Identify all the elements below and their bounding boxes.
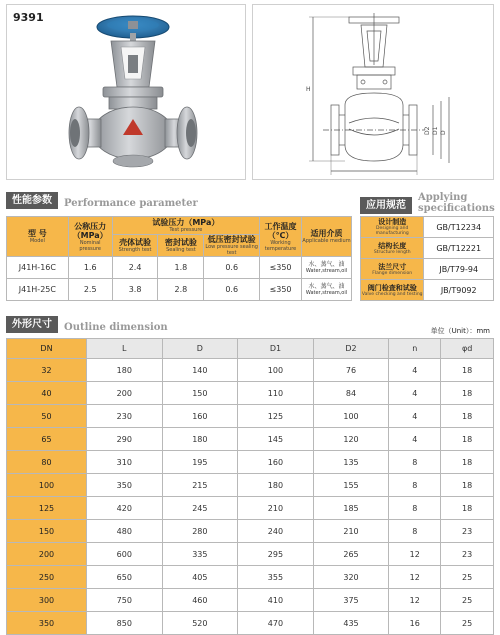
table-row: 阀门检查和试验 Valve checking and testing JB/T9092 [361, 280, 494, 301]
unit-label: 单位（Unit）：mm [430, 327, 490, 335]
specs-tag: 应用规范 [360, 197, 412, 214]
table-row: 80 310 195 160 135 8 18 [7, 451, 494, 474]
table-header-row: DN L D D1 D2 n φd [7, 339, 494, 359]
table-row: 32 180 140 100 76 4 18 [7, 359, 494, 382]
table-row: J41H-25C 2.5 3.8 2.8 0.6 ≤350 水、蒸气、油 Water,stream,oil [7, 279, 352, 301]
label-h: H [306, 86, 311, 93]
performance-tag: 性能参数 [6, 192, 58, 209]
table-row: 350 850 520 470 435 16 25 [7, 612, 494, 635]
table-row: 125 420 245 210 185 8 18 [7, 497, 494, 520]
label-d: D [440, 130, 447, 135]
col-sealing-test: 密封试验 Sealing test [158, 235, 204, 257]
table-row: 300 750 460 410 375 12 25 [7, 589, 494, 612]
dimension-title: Outline dimension [64, 322, 168, 333]
table-row: 100 350 215 180 155 8 18 [7, 474, 494, 497]
dimension-drawing [253, 5, 495, 181]
valve-technical-drawing [252, 4, 494, 180]
performance-title: Performance parameter [64, 198, 198, 209]
table-row: 65 290 180 145 120 4 18 [7, 428, 494, 451]
table-row: 200 600 335 295 265 12 23 [7, 543, 494, 566]
col-medium: 适用介质 Applicable medium [301, 217, 351, 257]
product-images [6, 4, 494, 182]
table-row: J41H-16C 1.6 2.4 1.8 0.6 ≤350 水、蒸气、油 Water,stream,oil [7, 257, 352, 279]
col-working-temp: 工作温度（℃） Working temperature [260, 217, 302, 257]
label-d1: D1 [432, 126, 439, 135]
table-row: 法兰尺寸 Flange dimension JB/T79-94 [361, 259, 494, 280]
specs-header [360, 192, 495, 214]
table-row: 设计制造 Designing and manufacturing GB/T12234 [361, 217, 494, 238]
col-model: 型 号 Model [7, 217, 69, 257]
col-nominal-pressure: 公称压力（MPa） Nominal pressure [68, 217, 112, 257]
specs-table [360, 216, 494, 301]
model-code: 9391 [13, 11, 44, 24]
table-row: 40 200 150 110 84 4 18 [7, 382, 494, 405]
valve-photo [6, 4, 246, 180]
col-strength-test: 壳体试验 Strength test [112, 235, 158, 257]
performance-header [6, 192, 198, 209]
performance-table [6, 216, 352, 301]
table-row: 250 650 405 355 320 12 25 [7, 566, 494, 589]
table-row: 结构长度 Structure length GB/T12221 [361, 238, 494, 259]
label-d2: D2 [424, 126, 431, 135]
col-test-pressure: 试验压力（MPa） Test pressure [112, 217, 259, 235]
dimension-tag: 外形尺寸 [6, 316, 58, 333]
table-row: 150 480 280 240 210 8 23 [7, 520, 494, 543]
dimension-header [6, 316, 168, 333]
col-low-pressure-test: 低压密封试验 Low pressure sealing test [205, 235, 258, 256]
specs-title: Applying specifications [418, 192, 495, 214]
dimension-table [6, 338, 494, 635]
table-row: 50 230 160 125 100 4 18 [7, 405, 494, 428]
globe-valve-photo [7, 5, 247, 181]
